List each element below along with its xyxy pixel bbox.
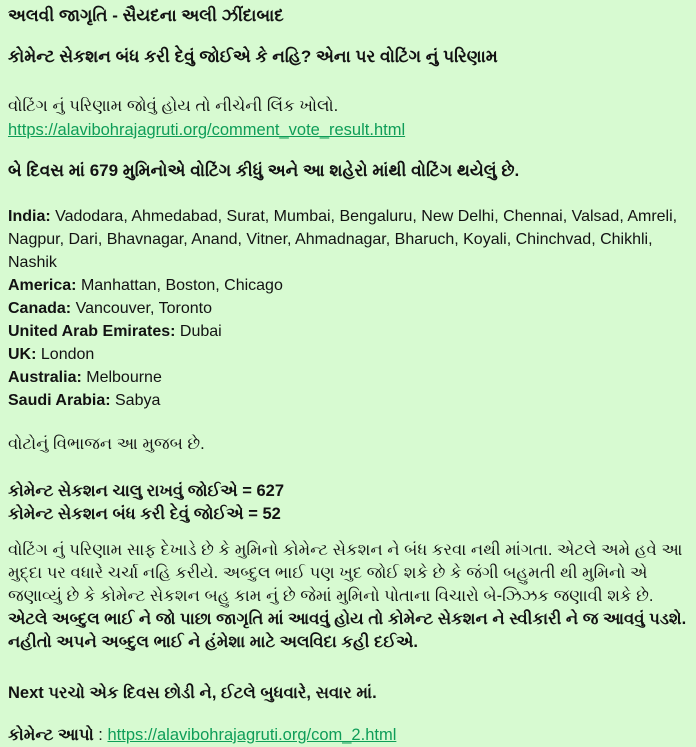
location-label: Canada: xyxy=(8,300,72,317)
location-row-uk xyxy=(8,343,688,366)
analysis-paragraph xyxy=(8,539,688,654)
location-label: America: xyxy=(8,277,77,294)
location-value: Dubai xyxy=(179,323,222,340)
vote-results xyxy=(8,480,688,526)
voting-summary-heading: બે દિવસ માં 679 મુમિનોએ વોટિંગ કીધું અને આ શહેરો માંથી વોટિંગ થયેલું છે. xyxy=(8,161,520,180)
comment-line xyxy=(8,724,688,747)
vote-keep-line: કોમેન્ટ સેકશન ચાલુ રાખવું જોઈએ = 627 xyxy=(8,482,285,500)
location-label: Saudi Arabia: xyxy=(8,392,111,409)
location-value: Sabya xyxy=(115,392,161,409)
result-intro-paragraph xyxy=(8,94,688,142)
vote-close-line: કોમેન્ટ સેકશન બંધ કરી દેવું જોઈએ = 52 xyxy=(8,505,281,523)
location-value: London xyxy=(40,346,95,363)
location-label: United Arab Emirates: xyxy=(8,323,176,340)
location-label: UK: xyxy=(8,346,37,363)
analysis-bold-text: એટલે અબ્દુલ ભાઈ ને જો પાછા જાગૃતિ માં આવવું હોય તો કોમેન્ટ સેકશન ને સ્વીકારી ને જ આવવું પડશે. નહીતો અપને અબ્દુલ ભાઈ ને હંમેશા માટે અલવિદા કહી દઈએ. xyxy=(8,610,687,651)
location-label: Australia: xyxy=(8,369,82,386)
analysis-regular-text: વોટિંગ નું પરિણામ સાફ દેખાડે છે કે મુમિનો કોમેન્ટ સેકશન ને બંધ કરવા નથી માંગતા. એટલે અમે હવે આ મુદ્દા પર વધારે ચર્ચા નહિ કરીયે. અબ્દુલ ભાઈ પણ ખુદ જોઈ શકે છે કે જંગી બહુમતી થી મુમિનો એ જણાવ્યું છે કે કોમેન્ટ સેકશન બહુ કામ નું છે જેમાં મુમિનો પોતાના વિચારો બે-ઝિઝક જણાવી શકે છે. xyxy=(8,541,683,605)
comment-prompt: કોમેન્ટ આપો xyxy=(8,726,94,744)
comment-link[interactable]: https://alavibohrajagruti.org/com_2.html xyxy=(107,726,397,744)
page xyxy=(8,4,688,747)
result-link[interactable]: https://alavibohrajagruti.org/comment_vote_result.html xyxy=(8,121,406,139)
location-row-canada xyxy=(8,297,688,320)
locations-list xyxy=(8,205,688,412)
location-row-india xyxy=(8,205,688,274)
vote-split-heading: વોટોનું વિભાજન આ મુજબ છે. xyxy=(8,435,205,453)
location-row-uae xyxy=(8,320,688,343)
location-row-america xyxy=(8,274,688,297)
location-value: Vancouver, Toronto xyxy=(75,300,212,317)
page-title: અલવી જાગૃતિ - સૈયદના અલી ઝીંદાબાદ xyxy=(8,6,284,25)
location-label: India: xyxy=(8,208,51,225)
location-row-australia xyxy=(8,366,688,389)
result-intro-text: વોટિંગ નું પરિણામ જોવું હોય તો નીચેની લિંક ખોલો. xyxy=(8,97,339,115)
location-value: Melbourne xyxy=(86,369,162,386)
location-row-saudi-arabia xyxy=(8,389,688,412)
comment-separator: : xyxy=(93,726,108,744)
location-value: Vadodara, Ahmedabad, Surat, Mumbai, Bengaluru, New Delhi, Chennai, Valsad, Amreli, Nagpur, Dari, Bhavnagar, Anand, Vitner, Ahmadnagar, Bharuch, Koyali, Chinchvad, Chikhli, Nashik xyxy=(8,208,678,271)
next-update-line: Next પરચો એક દિવસ છોડી ને, ઈટલે બુધવારે, સવાર માં. xyxy=(8,684,377,702)
question-heading: કોમેન્ટ સેકશન બંધ કરી દેવું જોઈએ કે નહિ? એના પર વોટિંગ નું પરિણામ xyxy=(8,47,498,66)
location-value: Manhattan, Boston, Chicago xyxy=(80,277,283,294)
